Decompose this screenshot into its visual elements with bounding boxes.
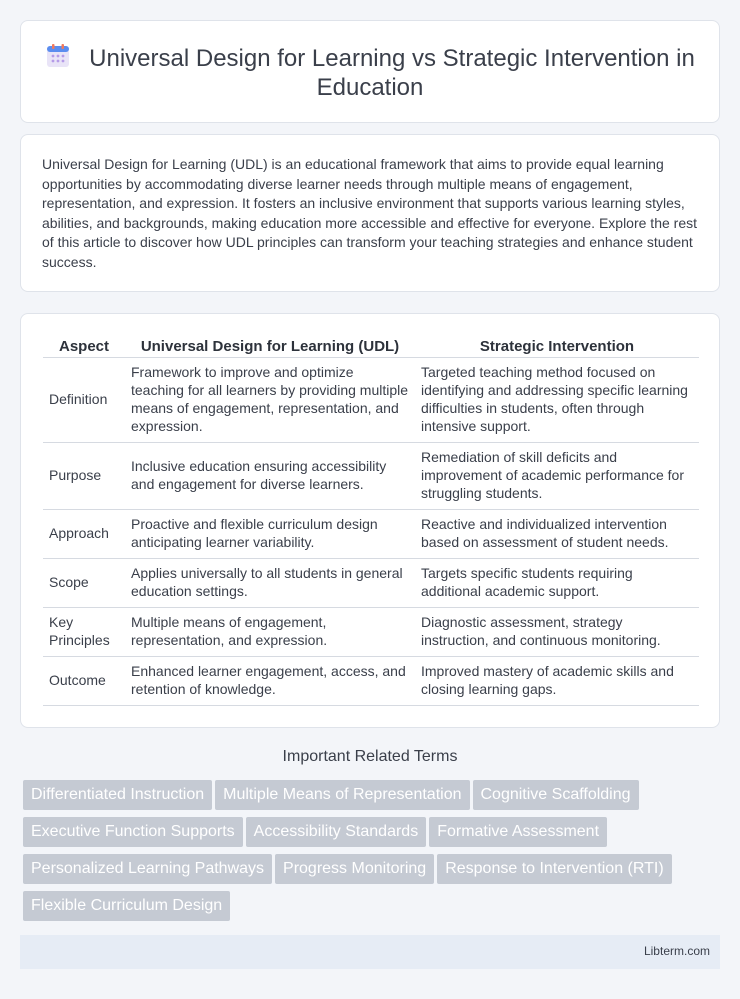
row-strategic: Targets specific students requiring additional academic support.	[415, 558, 699, 607]
row-strategic: Remediation of skill deficits and improvement of academic performance for struggling students.	[415, 442, 699, 509]
related-term-tag[interactable]: Progress Monitoring	[275, 854, 434, 884]
table-row	[43, 509, 699, 558]
header-aspect: Aspect	[43, 335, 125, 357]
intro-card	[20, 134, 720, 292]
footer-brand-link[interactable]: Libterm.com	[643, 944, 710, 958]
footer-bar	[20, 935, 720, 969]
row-aspect: Key Principles	[43, 607, 125, 656]
related-term-tag[interactable]: Response to Intervention (RTI)	[437, 854, 671, 884]
row-udl: Enhanced learner engagement, access, and retention of knowledge.	[125, 656, 415, 705]
row-aspect: Definition	[43, 357, 125, 442]
related-terms-title: Important Related Terms	[282, 748, 458, 765]
row-udl: Multiple means of engagement, representation, and expression.	[125, 607, 415, 656]
table-row	[43, 442, 699, 509]
calendar-icon	[45, 43, 71, 69]
row-udl: Framework to improve and optimize teaching for all learners by providing multiple means of engagement, representation, and expression.	[125, 357, 415, 442]
row-udl: Proactive and flexible curriculum design anticipating learner variability.	[125, 509, 415, 558]
related-term-tag[interactable]: Personalized Learning Pathways	[23, 854, 272, 884]
table-row	[43, 357, 699, 442]
row-udl: Inclusive education ensuring accessibility and engagement for diverse learners.	[125, 442, 415, 509]
row-aspect: Outcome	[43, 656, 125, 705]
row-aspect: Approach	[43, 509, 125, 558]
row-strategic: Reactive and individualized intervention based on assessment of student needs.	[415, 509, 699, 558]
row-aspect: Scope	[43, 558, 125, 607]
comparison-card	[20, 313, 720, 728]
row-strategic: Targeted teaching method focused on identifying and addressing specific learning difficulties in students, often through intensive support.	[415, 357, 699, 442]
page-title-wrap	[41, 43, 699, 102]
page-title: Universal Design for Learning vs Strategic Intervention in Education	[89, 45, 695, 101]
related-terms-list	[23, 780, 723, 928]
row-aspect: Purpose	[43, 442, 125, 509]
related-term-tag[interactable]: Flexible Curriculum Design	[23, 891, 230, 921]
comparison-table	[43, 335, 699, 706]
row-strategic: Improved mastery of academic skills and closing learning gaps.	[415, 656, 699, 705]
related-term-tag[interactable]: Differentiated Instruction	[23, 780, 212, 810]
related-term-tag[interactable]: Multiple Means of Representation	[215, 780, 469, 810]
row-strategic: Diagnostic assessment, strategy instruction, and continuous monitoring.	[415, 607, 699, 656]
row-udl: Applies universally to all students in general education settings.	[125, 558, 415, 607]
table-row	[43, 558, 699, 607]
related-term-tag[interactable]: Executive Function Supports	[23, 817, 243, 847]
related-term-tag[interactable]: Cognitive Scaffolding	[473, 780, 639, 810]
related-term-tag[interactable]: Accessibility Standards	[246, 817, 427, 847]
intro-paragraph: Universal Design for Learning (UDL) is an educational framework that aims to provide equal learning opportunities by accommodating diverse learner needs through multiple means of engagement, representation, and expression. It fosters an inclusive environment that supports various learning styles, abilities, and backgrounds, making education more accessible and effective for everyone. Explore the rest of this article to discover how UDL principles can transform your teaching strategies and enhance student success.	[42, 156, 697, 270]
table-header-row	[43, 335, 699, 357]
table-row	[43, 607, 699, 656]
title-card	[20, 20, 720, 123]
header-udl: Universal Design for Learning (UDL)	[125, 335, 415, 357]
header-strategic: Strategic Intervention	[415, 335, 699, 357]
related-term-tag[interactable]: Formative Assessment	[429, 817, 607, 847]
table-row	[43, 656, 699, 705]
